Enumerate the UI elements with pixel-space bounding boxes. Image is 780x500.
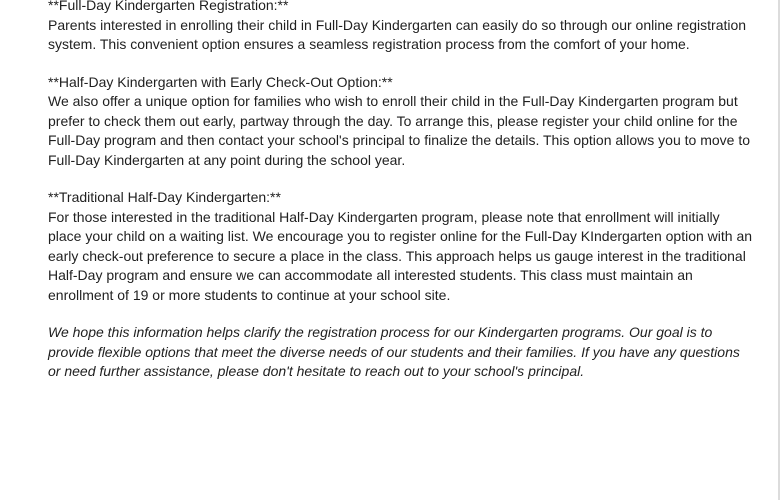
section-paragraph: We also offer a unique option for families who wish to enroll their child in the Full-Day Kindergarten program but prefer to check them out early, partway through the day. To arrange this, please register your child online for the Full-Day program and then contact your school's principal to finalize the details. This option allows you to move to Full-Day Kindergarten at any point during the school year. xyxy=(48,93,750,168)
section-traditional-half-day xyxy=(48,188,753,305)
section-heading: **Traditional Half-Day Kindergarten:** xyxy=(48,189,281,205)
closing-paragraph: We hope this information helps clarify the registration process for our Kindergarten programs. Our goal is to provide flexible options that meet the diverse needs of our students and their families. If you have any questions or need further assistance, please don't hesitate to reach out to your school's principal. xyxy=(48,324,740,379)
document-body xyxy=(48,0,753,400)
section-heading: **Half-Day Kindergarten with Early Check-Out Option:** xyxy=(48,73,393,90)
section-paragraph: For those interested in the traditional Half-Day Kindergarten program, please note that enrollment will initially place your child on a waiting list. We encourage you to register online for the Full-Day KIndergarten option with an early check-out preference to secure a place in the class. This approach helps us gauge interest in the traditional Half-Day program and ensure we can accommodate all interested students. This class must maintain an enrollment of 19 or more students to continue at your school site. xyxy=(48,208,753,303)
section-heading: **Full-Day Kindergarten Registration:** xyxy=(48,0,289,13)
section-half-day-early-checkout xyxy=(48,73,753,171)
section-full-day-registration xyxy=(48,0,753,55)
section-paragraph: Parents interested in enrolling their child in Full-Day Kindergarten can easily do so through our online registration system. This convenient option ensures a seamless registration process from the comfort of your home. xyxy=(48,16,747,52)
